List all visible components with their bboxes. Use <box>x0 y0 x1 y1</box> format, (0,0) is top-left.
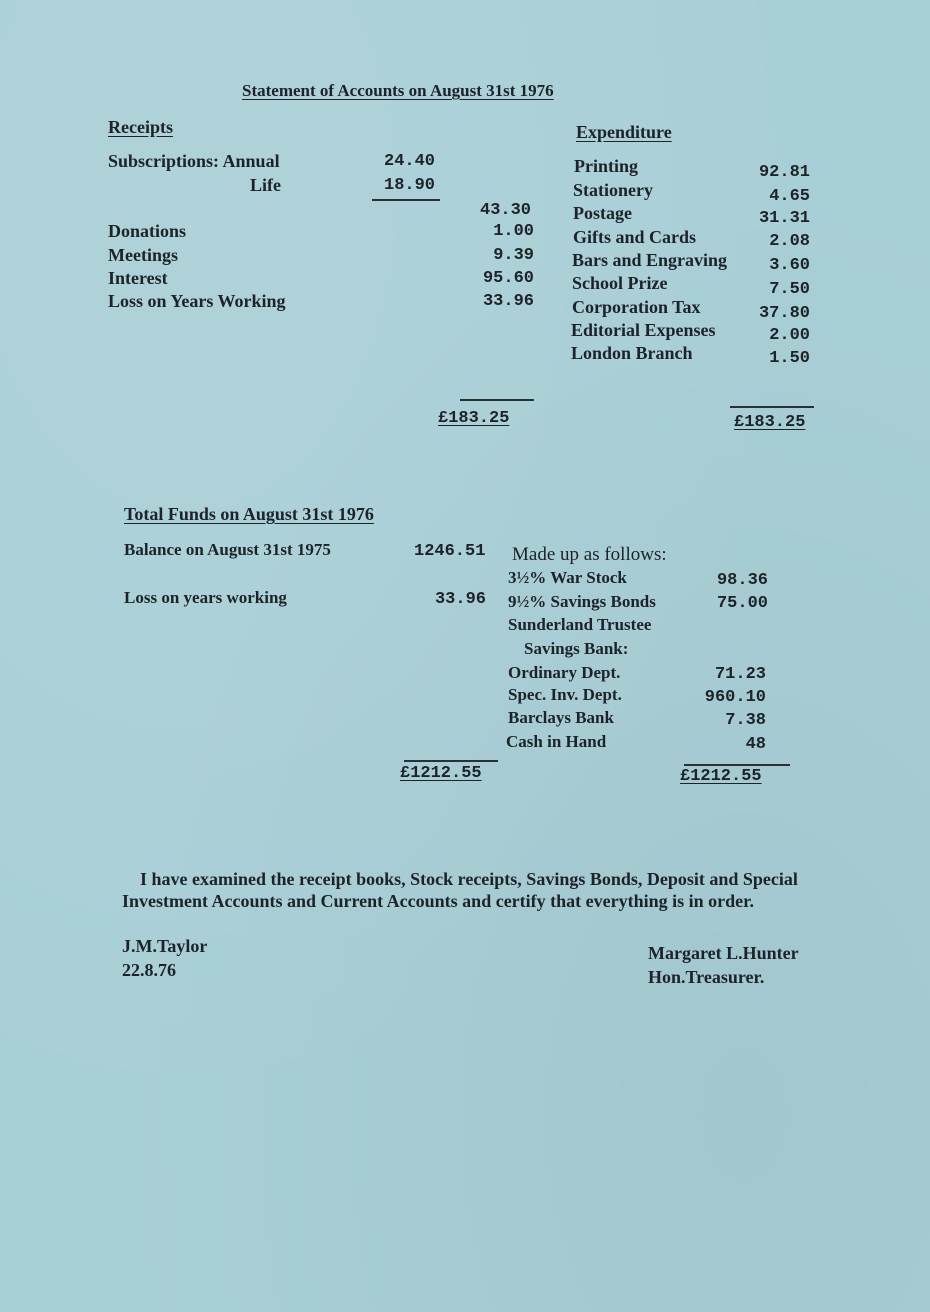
fund-item-label: Savings Bank: <box>524 639 629 658</box>
expenditure-total: £183.25 <box>734 413 806 432</box>
auditor-date: 22.8.76 <box>122 960 176 980</box>
funds-right-rule <box>684 764 790 766</box>
fund-item-label: Cash in Hand <box>506 732 607 751</box>
expenditure-label: Postage <box>573 203 632 223</box>
expenditure-heading: Expenditure <box>576 122 672 142</box>
receipt-value: 1.00 <box>493 222 534 241</box>
treasurer-name: Margaret L.Hunter <box>648 943 799 963</box>
expenditure-label: Gifts and Cards <box>573 227 697 247</box>
loss-value: 33.96 <box>434 590 486 609</box>
expenditure-label: Stationery <box>573 180 653 200</box>
life-label: Life <box>250 175 281 195</box>
expenditure-value: 37.80 <box>758 304 810 323</box>
subscriptions-label: Subscriptions: Annual <box>108 151 280 171</box>
receipt-value: 95.60 <box>482 269 534 288</box>
expenditure-label: Bars and Engraving <box>572 250 728 270</box>
expenditure-total-rule <box>730 406 814 408</box>
expenditure-value: 31.31 <box>758 209 810 228</box>
expenditure-value: 1.50 <box>769 349 810 368</box>
receipts-heading: Receipts <box>108 117 173 137</box>
receipt-value: 9.39 <box>493 246 534 265</box>
funds-heading: Total Funds on August 31st 1976 <box>124 504 374 524</box>
subscriptions-rule <box>372 199 440 201</box>
annual-subscription-value: 24.40 <box>384 152 436 171</box>
receipt-label: Donations <box>108 221 187 241</box>
fund-item-value: 48 <box>745 735 766 754</box>
life-subscription-value: 18.90 <box>384 176 436 195</box>
expenditure-label: Printing <box>574 156 639 176</box>
expenditure-label: School Prize <box>572 273 668 293</box>
made-up-label: Made up as follows: <box>512 544 667 565</box>
certification-paragraph <box>122 868 822 912</box>
fund-item-label: Barclays Bank <box>508 708 614 727</box>
fund-item-value: 98.36 <box>716 571 768 590</box>
expenditure-label: London Branch <box>571 343 693 363</box>
receipts-total: £183.25 <box>438 409 510 428</box>
receipt-value: 33.96 <box>482 292 534 311</box>
expenditure-value: 7.50 <box>769 280 810 299</box>
receipts-total-rule <box>460 399 534 401</box>
receipt-label: Loss on Years Working <box>108 291 286 311</box>
fund-item-label: 9½% Savings Bonds <box>508 592 656 611</box>
fund-item-value: 75.00 <box>716 594 768 613</box>
fund-item-label: Ordinary Dept. <box>508 663 621 682</box>
funds-right-total: £1212.55 <box>680 767 762 786</box>
funds-left-total: £1212.55 <box>400 764 482 783</box>
treasurer-title: Hon.Treasurer. <box>648 967 765 987</box>
subscriptions-total: 43.30 <box>480 201 532 220</box>
fund-item-value: 71.23 <box>714 665 766 684</box>
fund-item-label: Spec. Inv. Dept. <box>508 685 622 704</box>
balance-label: Balance on August 31st 1975 <box>124 540 331 559</box>
receipt-label: Meetings <box>108 245 178 265</box>
expenditure-label: Editorial Expenses <box>571 320 716 340</box>
fund-item-value: 960.10 <box>704 688 766 707</box>
expenditure-value: 4.65 <box>769 187 810 206</box>
fund-item-label: Sunderland Trustee <box>508 615 652 634</box>
expenditure-value: 2.00 <box>769 326 810 345</box>
balance-value: 1246.51 <box>414 542 486 561</box>
statement-title: Statement of Accounts on August 31st 1976 <box>242 81 554 100</box>
expenditure-value: 3.60 <box>769 256 810 275</box>
expenditure-label: Corporation Tax <box>572 297 701 317</box>
loss-label: Loss on years working <box>124 588 287 607</box>
fund-item-label: 3½% War Stock <box>508 568 627 587</box>
funds-left-rule <box>404 760 498 762</box>
fund-item-value: 7.38 <box>725 711 766 730</box>
receipt-label: Interest <box>108 268 168 288</box>
expenditure-value: 92.81 <box>758 163 810 182</box>
certification-text: I have examined the receipt books, Stock receipts, Savings Bonds, Deposit and Special Investment Accounts and Current Accounts and certify that everything is in order. <box>122 869 798 911</box>
expenditure-value: 2.08 <box>769 232 810 251</box>
auditor-name: J.M.Taylor <box>122 936 208 956</box>
